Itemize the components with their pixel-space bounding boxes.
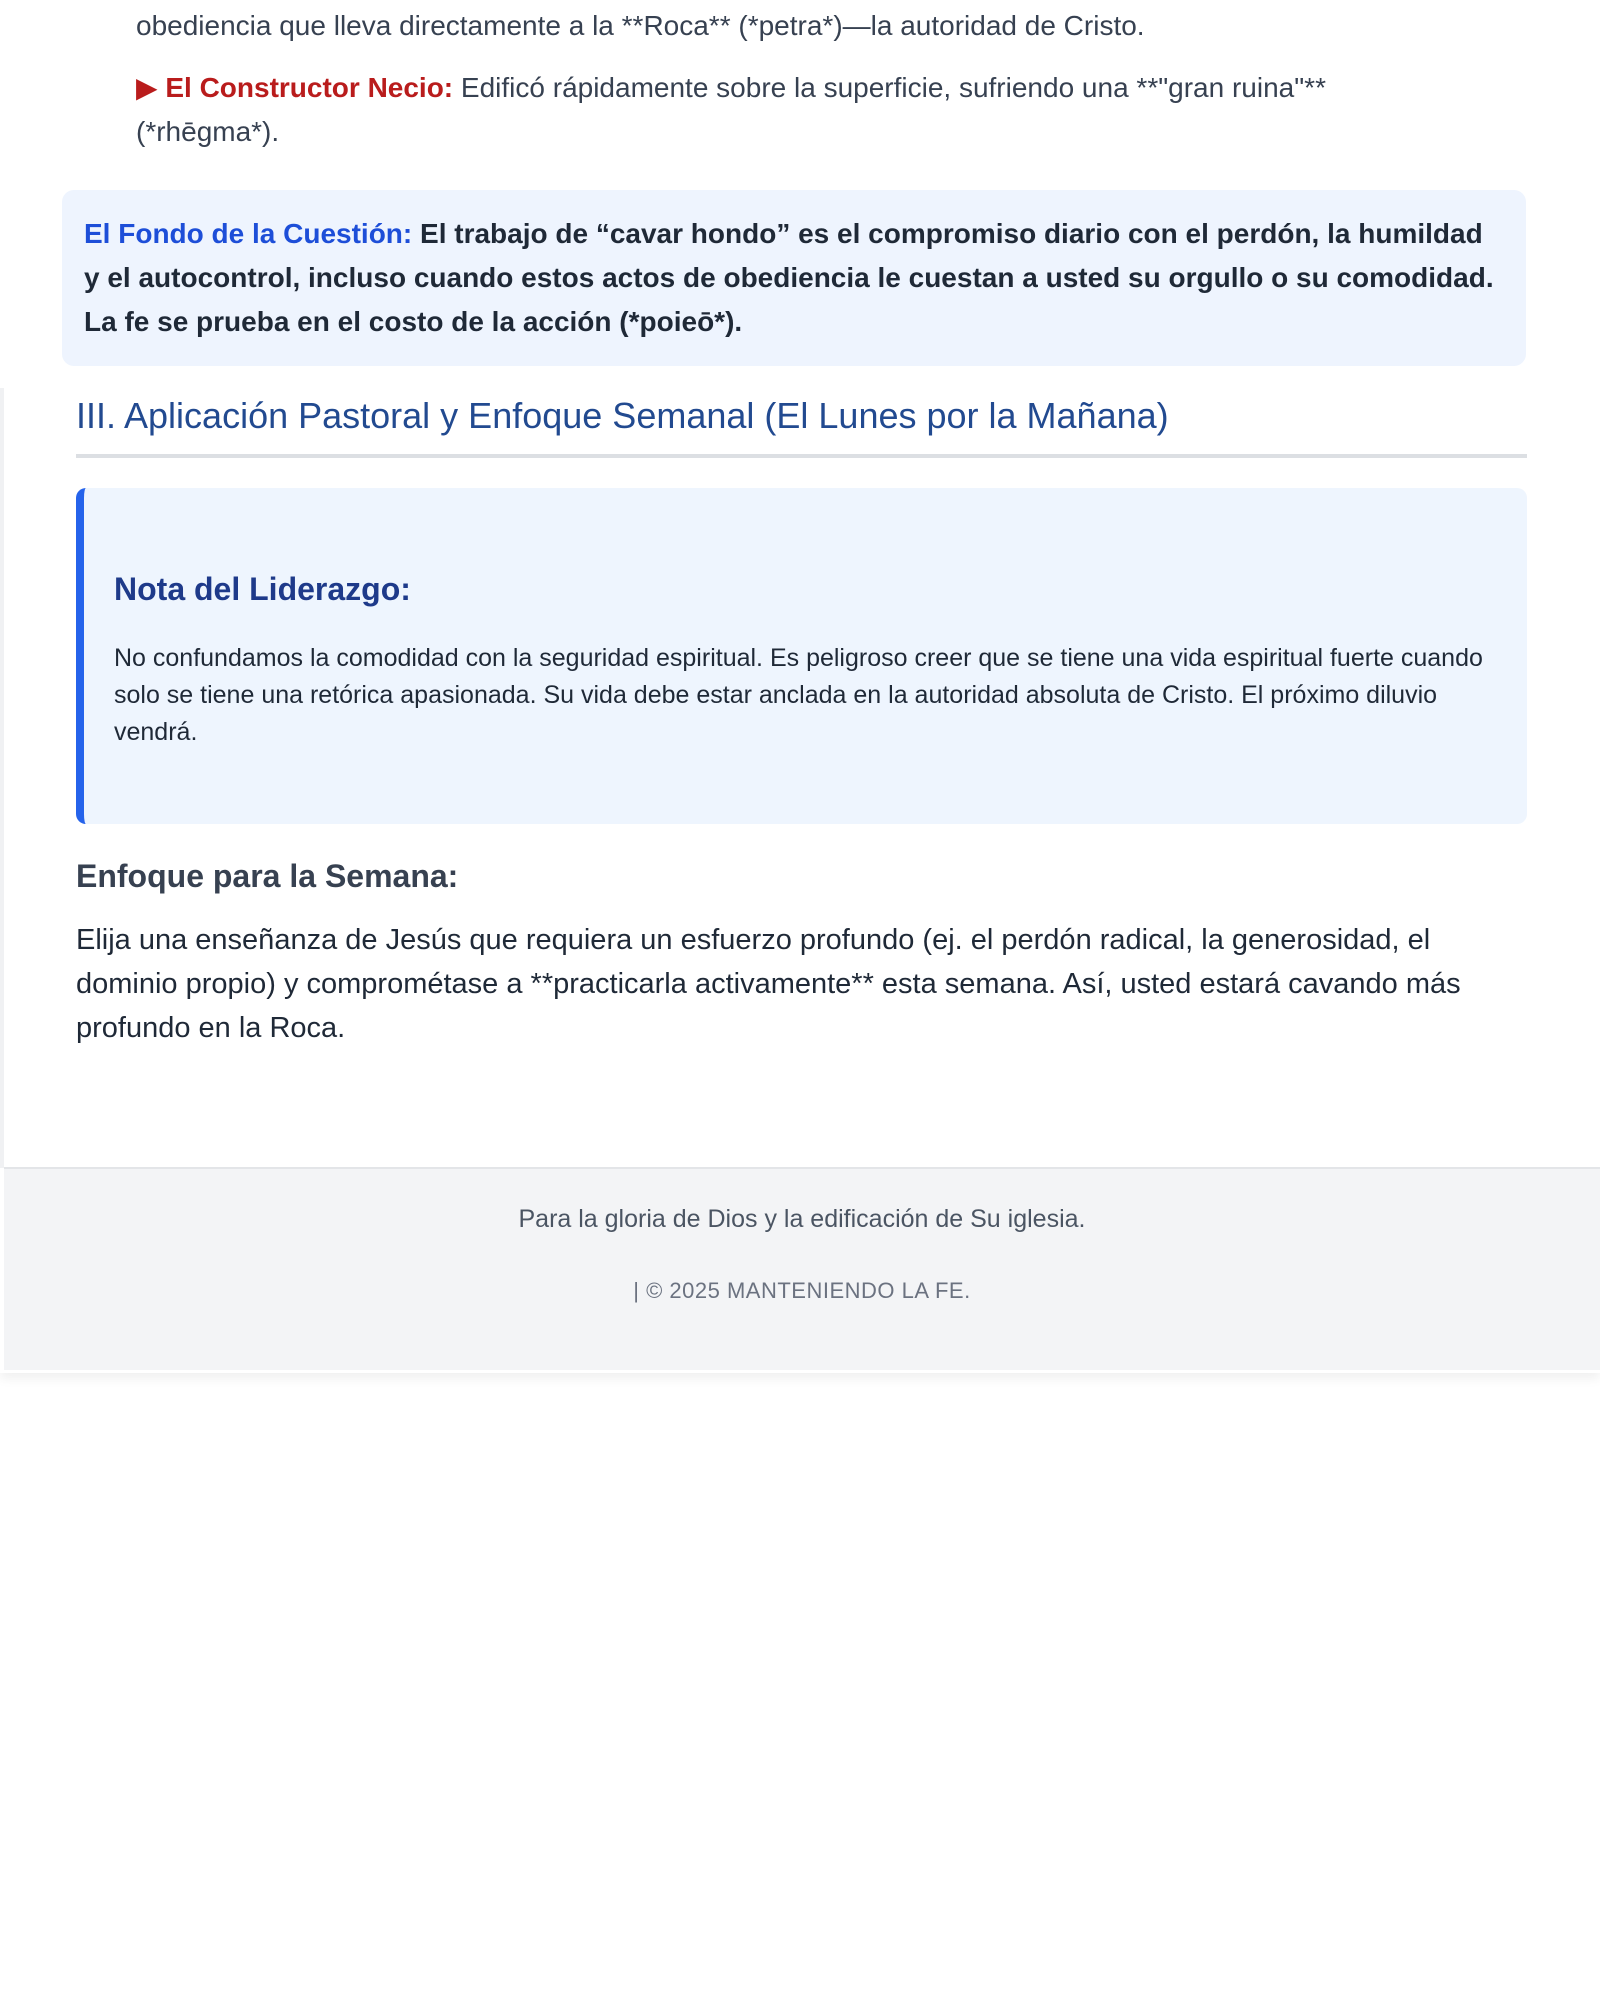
bullet-label: El Constructor Necio: (165, 72, 454, 103)
bullet-text: obediencia que lleva directamente a la **Roca** (*petra*)—la autoridad de Cristo. (136, 10, 1145, 41)
triangle-marker-icon: ▶ (136, 72, 158, 103)
weekly-focus-title: Enfoque para la Semana: (76, 858, 459, 894)
wise-builder-bullet-tail (136, 4, 1476, 48)
leadership-note-title: Nota del Liderazgo: (114, 571, 411, 607)
footer-copyright: | © 2025 MANTENIENDO LA FE. (633, 1278, 971, 1303)
foolish-builder-bullet (136, 66, 1476, 154)
leadership-note-card (76, 488, 1527, 824)
page-edge (0, 388, 4, 1168)
bottom-line-callout (62, 190, 1526, 366)
section-divider (76, 454, 1527, 458)
callout-label: El Fondo de la Cuestión: (84, 218, 413, 249)
weekly-focus-body: Elija una enseñanza de Jesús que requiera un esfuerzo profundo (ej. el perdón radical, la generosidad, el dominio propio) y comprométase a **practicarla activamente** esta semana. Así, usted estará cavando más profundo en la Roca. (76, 924, 1461, 1044)
page-footer (4, 1167, 1600, 1370)
bullet-text: Edificó rápidamente sobre la superficie, sufriendo una **"gran ruina"** (*rhēgma*). (136, 72, 1326, 147)
section-title: III. Aplicación Pastoral y Enfoque Semanal (El Lunes por la Mañana) (76, 395, 1169, 436)
leadership-note-body: No confundamos la comodidad con la seguridad espiritual. Es peligroso creer que se tiene una vida espiritual fuerte cuando solo se tiene una retórica apasionada. Su vida debe estar anclada en la autoridad absoluta de Cristo. El próximo diluvio vendrá. (114, 644, 1483, 746)
footer-tagline: Para la gloria de Dios y la edificación de Su iglesia. (518, 1205, 1086, 1233)
callout-text: El trabajo de “cavar hondo” es el compromiso diario con el perdón, la humildad y el autocontrol, incluso cuando estos actos de obediencia le cuestan a usted su orgullo o su comodidad. La fe se prueba en el costo de la acción (*poieō*). (84, 218, 1494, 337)
